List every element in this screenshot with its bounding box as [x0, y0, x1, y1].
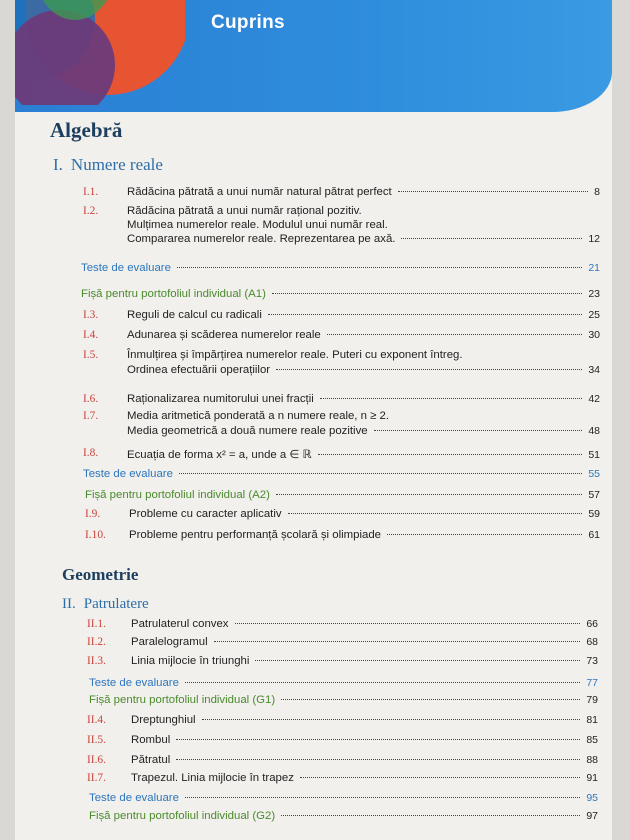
dot-leader	[288, 513, 583, 514]
toc-entry-page-number: 77	[586, 677, 598, 689]
toc-entry-page-number: 66	[586, 618, 598, 630]
header-band	[15, 0, 612, 112]
dot-leader	[177, 267, 582, 268]
toc-entry-title: Linia mijlocie în triunghi	[131, 655, 250, 667]
toc-entry-page-number: 59	[588, 508, 600, 520]
page-title: Cuprins	[211, 12, 285, 33]
dot-leader	[255, 660, 580, 661]
toc-entry-title: Adunarea și scăderea numerelor reale	[127, 329, 321, 341]
dot-leader	[179, 473, 582, 474]
section-title-algebra: Algebră	[50, 118, 123, 142]
toc-entry-page-number: 85	[586, 734, 598, 746]
dot-leader	[202, 719, 581, 720]
toc-entry-page-number: 23	[588, 288, 600, 300]
toc-entry-title: Rădăcina pătrată a unui număr natural pătrat perfect	[127, 186, 392, 198]
toc-entry-title: Media geometrică a două numere reale pozitive	[127, 425, 368, 437]
toc-entry-page-number: 34	[588, 364, 600, 376]
toc-entry-title: Trapezul. Linia mijlocie în trapez	[131, 772, 294, 784]
toc-entry-page-number: 88	[586, 754, 598, 766]
toc-entry-page-number: 97	[586, 810, 598, 822]
toc-entry-page-number: 8	[594, 186, 600, 198]
dot-leader	[176, 739, 580, 740]
toc-entry-title: Teste de evaluare	[89, 792, 179, 804]
toc-entry-page-number: 68	[586, 636, 598, 648]
toc-entry-number: I.4.	[83, 329, 99, 341]
dot-leader	[281, 815, 580, 816]
toc-entry-title: Paralelogramul	[131, 636, 208, 648]
toc-entry-page-number: 91	[586, 772, 598, 784]
toc-entry-title-line: Înmulțirea și împărțirea numerelor reale. Puteri cu exponent întreg.	[127, 349, 463, 361]
toc-entry-title: Dreptunghiul	[131, 714, 196, 726]
dot-leader	[387, 534, 582, 535]
toc-entry-page-number: 95	[586, 792, 598, 804]
toc-entry-title: Teste de evaluare	[81, 262, 171, 274]
toc-entry-title: Fișă pentru portofoliul individual (A1)	[81, 288, 266, 300]
toc-entry-title: Fișă pentru portofoliul individual (G1)	[89, 694, 276, 706]
toc-entry-number: II.4.	[87, 714, 106, 726]
dot-leader	[185, 682, 580, 683]
dot-leader	[374, 430, 583, 431]
toc-entry-title: Reguli de calcul cu radicali	[127, 309, 262, 321]
toc-entry-number: I.6.	[83, 393, 99, 405]
dot-leader	[300, 777, 580, 778]
toc-entry-number: II.7.	[87, 772, 106, 784]
toc-entry-page-number: 79	[586, 694, 598, 706]
toc-entry-number: II.2.	[87, 636, 106, 648]
dot-leader	[185, 797, 580, 798]
toc-entry-title: Fișă pentru portofoliul individual (A2)	[85, 489, 270, 501]
toc-entry-title: Probleme pentru performanță școlară și olimpiade	[129, 529, 381, 541]
toc-entry-number: II.3.	[87, 655, 106, 667]
toc-entry-title: Ordinea efectuării operațiilor	[127, 364, 271, 376]
dot-leader	[268, 314, 582, 315]
toc-entry-number: I.5.	[83, 349, 99, 361]
toc-entry-number: I.2.	[83, 205, 99, 217]
toc-entry-page-number: 73	[586, 655, 598, 667]
toc-entry-page-number: 30	[588, 329, 600, 341]
toc-entry-number: II.5.	[87, 734, 106, 746]
toc-entry-title: Teste de evaluare	[83, 468, 173, 480]
section-title-geometry: Geometrie	[62, 565, 139, 584]
chapter-title-patrulatere: II. Patrulatere	[62, 596, 149, 612]
book-page	[15, 0, 612, 840]
toc-entry-title: Teste de evaluare	[89, 677, 179, 689]
toc-entry-page-number: 51	[588, 449, 600, 461]
dot-leader	[327, 334, 583, 335]
toc-entry-number: II.6.	[87, 754, 106, 766]
toc-entry-number: I.8.	[83, 447, 99, 459]
toc-entry-number: I.9.	[85, 508, 101, 520]
toc-entry-title: Fișă pentru portofoliul individual (G2)	[89, 810, 276, 822]
toc-entry-title: Probleme cu caracter aplicativ	[129, 508, 282, 520]
dot-leader	[401, 238, 582, 239]
toc-entry-page-number: 55	[588, 468, 600, 480]
toc-entry-title: Compararea numerelor reale. Reprezentarea pe axă.	[127, 233, 396, 245]
toc-entry-number: I.1.	[83, 186, 99, 198]
dot-leader	[176, 759, 580, 760]
decorative-circles-logo	[15, 0, 185, 105]
dot-leader	[235, 623, 581, 624]
toc-entry-number: I.3.	[83, 309, 99, 321]
dot-leader	[318, 454, 583, 455]
toc-entry-page-number: 25	[588, 309, 600, 321]
dot-leader	[281, 699, 580, 700]
toc-entry-title-line: Rădăcina pătrată a unui număr rațional pozitiv.	[127, 205, 362, 217]
toc-entry-page-number: 61	[588, 529, 600, 541]
dot-leader	[276, 369, 582, 370]
toc-entry-page-number: 21	[588, 262, 600, 274]
toc-entry-title: Ecuația de forma x² = a, unde a ∈ ℝ	[127, 449, 312, 461]
toc-entry-page-number: 48	[588, 425, 600, 437]
toc-entry-page-number: 12	[588, 233, 600, 245]
chapter-title-numere-reale: I. Numere reale	[53, 155, 163, 174]
toc-entry-title: Rombul	[131, 734, 171, 746]
toc-entry-title: Pătratul	[131, 754, 171, 766]
toc-entry-title: Patrulaterul convex	[131, 618, 229, 630]
toc-entry-title: Raționalizarea numitorului unei fracții	[127, 393, 314, 405]
dot-leader	[272, 293, 582, 294]
dot-leader	[320, 398, 583, 399]
toc-entry-title-line: Media aritmetică ponderată a n numere reale, n ≥ 2.	[127, 410, 390, 422]
dot-leader	[276, 494, 582, 495]
dot-leader	[398, 191, 588, 192]
toc-entry-number: II.1.	[87, 618, 106, 630]
toc-entry-page-number: 42	[588, 393, 600, 405]
toc-entry-page-number: 81	[586, 714, 598, 726]
toc-entry-title-line: Mulțimea numerelor reale. Modulul unui număr real.	[127, 219, 388, 231]
toc-entry-number: I.7.	[83, 410, 99, 422]
toc-entry-page-number: 57	[588, 489, 600, 501]
toc-entry-number: I.10.	[85, 529, 106, 541]
dot-leader	[214, 641, 581, 642]
